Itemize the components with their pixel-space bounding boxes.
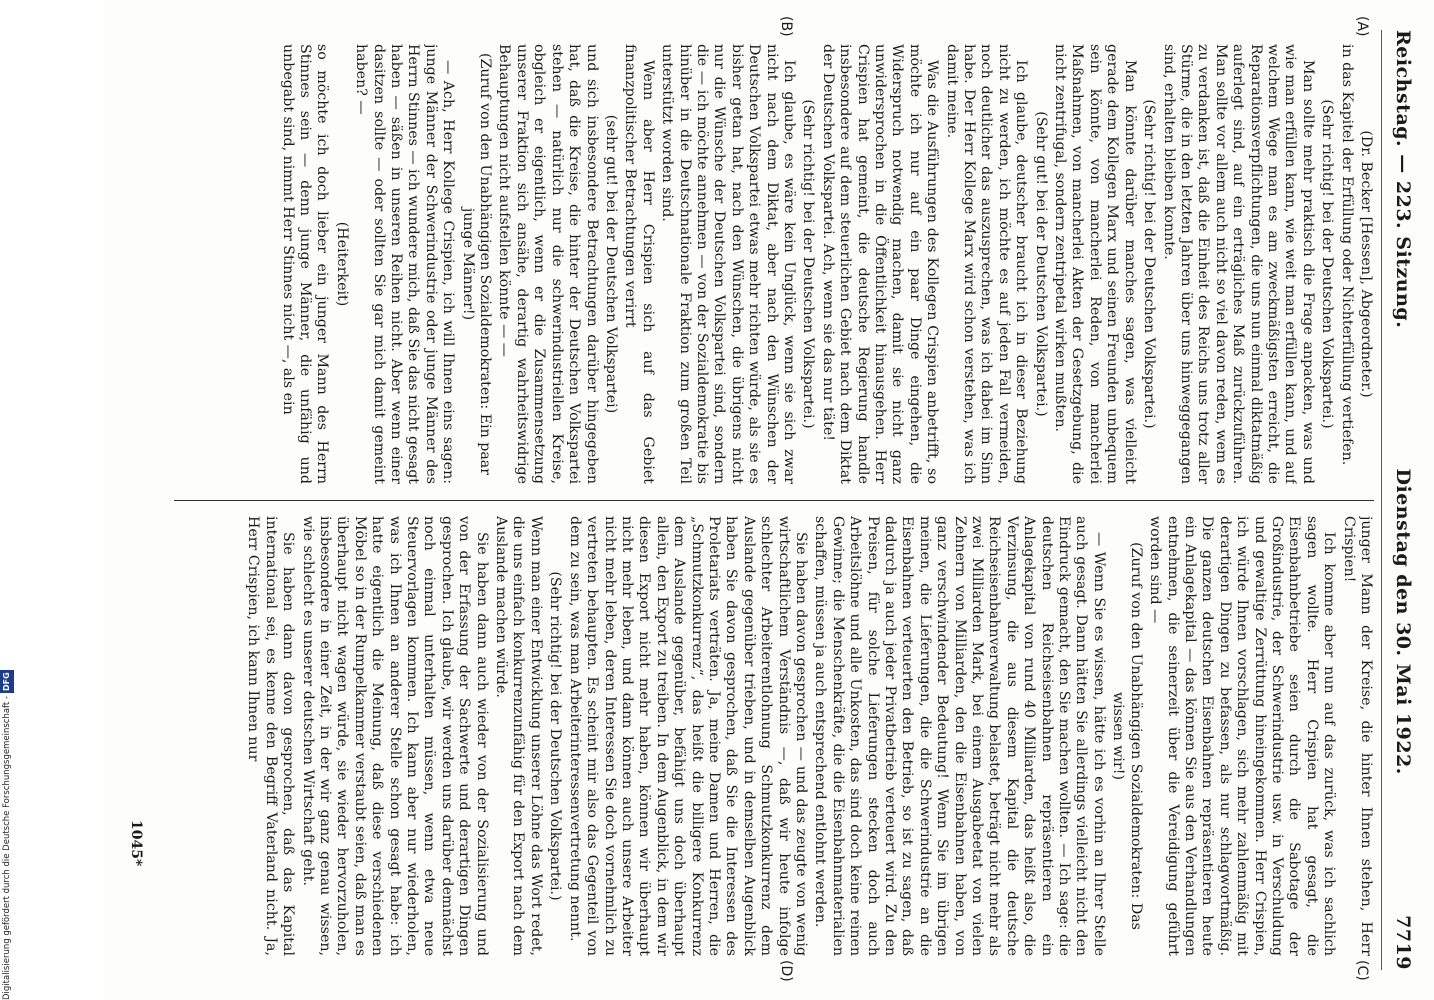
- paragraph: Ich komme aber nun auf das zurück, was ich sachlich sagen wollte. Herr Crispien hat gesagt, die Eisenbahnbetriebe seien durch die Sabotage der Großindustrie, der Schwerindustrie usw. in Verschuldung und gewaltige Zerrüttung hineingekommen. Herr Crispien, ich würde Ihnen vorschlagen, sich mehr zahlenmäßig mit derartigen Dingen zu befassen, als nur schlagwortmäßig. Die ganzen deutschen Eisenbahnen repräsentieren heute ein Anlagekapital — das können Sie aus den Verhandlungen entnehmen, die seinerzeit über die Vereidigung geführt worden sind —: [1147, 516, 1338, 956]
- header-left: Reichstag. — 223. Sitzung.: [1392, 30, 1414, 329]
- header-rule: [1381, 30, 1382, 970]
- paragraph: junger Mann der Kreise, die hinter Ihnen stehen, Herr Crispien!: [1340, 516, 1374, 956]
- paragraph: Wenn aber Herr Crispien sich auf das Gebiet finanzpolitischer Betrachtungen verirrt: [622, 44, 656, 484]
- page-header: [1386, 30, 1420, 970]
- speaker-line: (Dr. Becker [Hessen], Abgeordneter.): [1358, 130, 1374, 398]
- paragraph: — Wenn Sie es wissen, hätte ich es vorhin an Ihrer Stelle auch gesagt. Dann hätten Sie allerdings vielleicht nicht den Eindruck gemacht, den Sie machen wollten. — Ich sage: die deutschen Reichseisenbahnen repräsentieren ein Anlagekapital von rund 40 Milliarden, das heißt also, die Verzinsung, die aus diesem Kapital die deutsche Reichseisenbahnverwaltung belastet, beträgt nicht mehr als zwei Milliarden Mark, bei einem Ausgabeetat von vielen Zehnern von Milliarden, den die Eisenbahnen haben, von ganz verschwindender Bedeutung! Wenn Sie im übrigen meinen, die Lieferungen, die die Schwerindustrie an die Eisenbahnen verteuerten den Betrieb, so ist zu sagen, daß dadurch ja auch jeder Privatbetrieb verteuert wird. Zu den Preisen, für solche Lieferungen stecken doch auch Arbeitslöhne und alle Unkosten, das sind doch keine reinen Gewinne; die Menschenkräfte, die die Eisenbahnmaterialien schaffen, müssen ja auch entsprechend entlohnt werden.: [812, 516, 1107, 956]
- interjection: (Sehr richtig! bei der Deutschen Volkspartei.): [1319, 99, 1336, 429]
- left-column: [164, 44, 1374, 484]
- right-column: [164, 516, 1374, 956]
- paragraph: Wenn man einer Entwicklung unserer Löhne das Wort redet, die uns einfach konkurrenzunfähig für den Export nach dem Auslande machen würde.: [493, 516, 544, 956]
- margin-marker-d: (D): [778, 960, 794, 982]
- paragraph: Sie haben dann davon gesprochen, daß das Kapital international sei, es kenne den Begriff Vaterland nicht. Ja, Herr Crispien, ich kann Ihnen nur: [245, 516, 297, 956]
- paragraph: Man sollte mehr praktisch die Frage anpacken, was und wie man erfüllen kann, wie weit man erfüllen kann, und auf welchem Wege man es am zweckmäßigsten erreicht, die Reparationsverpflichtungen, die uns nun einmal diktatmäßig auferlegt sind, auf ein erträgliches Maß zurückzuführen. Man sollte vor allem auch nicht so viel davon reden, wem es zu verdanken ist, daß die Einheit des Reichs uns trotz aller Stürme, die in den letzten Jahren über uns hinweggegangen sind, erhalten bleiben konnte.: [1160, 44, 1316, 484]
- interjection: (Sehr gut! bei der Deutschen Volkspartei.): [1032, 111, 1049, 417]
- document-page: [104, 0, 1434, 1000]
- column-divider: [174, 500, 1374, 501]
- paragraph: Ich glaube, deutscher braucht ich in dieser Beziehung nicht zu werden, ich möchte es auf jeden Fall vermeiden, noch deutlicher das auszusprechen, was ich dabei im Sinn habe. Der Herr Kollege Marx wird schon verstehen, was ich damit meine.: [943, 44, 1030, 484]
- page-signature: 1045*: [128, 820, 144, 867]
- paragraph: Was die Ausführungen des Kollegen Crispien anbetrifft, so möchte ich nur auf ein paar Dinge eingehen, die Widerspruch notwendig machen, damit sie nicht ganz unwidersprochen in die Öffentlichkeit hinausgehen. Herr Crispien hat gemeint, die deutsche Regierung handle insbesondere auf dem steuerlichen Gebiet nach dem Diktat der Deutschen Volkspartei. Ach, wenn sie das nur täte!: [819, 44, 941, 484]
- interjection: (Heiterkeit): [333, 221, 350, 307]
- header-page-number: 7719: [1392, 915, 1414, 970]
- margin-marker-a: (A): [1354, 16, 1370, 37]
- interjection: (Sehr richtig! bei der Deutschen Volkspartei.): [1141, 99, 1158, 429]
- interjection: (Zuruf von den Unabhängigen Sozialdemokraten: Das wissen wir!): [1110, 542, 1144, 930]
- dfg-logo: DFG: [0, 670, 14, 693]
- paragraph: und sich insbesondere Betrachtungen darüber hingegeben hat, daß die Kreise, die hinter der Deutschen Volkspartei stehen — natürlich nur die schwerindustriellen Kreise, obgleich er eigentlich, wenn er die Zusammensetzung unserer Fraktion sich ansähe, derartig wahrheitswidrige Behauptungen nicht aufstellen könnte — —: [496, 44, 600, 484]
- paragraph: in das Kapitel der Erfüllung oder Nichterfüllung vertiefen.: [1338, 44, 1355, 466]
- paragraph: Ich glaube, es wäre kein Unglück, wenn sie sich zwar nicht nach dem Diktat, aber nach den Wünschen der Deutschen Volkspartei etwas mehr richten würde, als sie es bisher getan hat, nach den Wünschen, die übrigens nicht nur die Wünsche der Deutschen Volkspartei sind, sondern die — ich möchte annehmen — von der Sozialdemokratie bis hinüber in die Deutschnationale Fraktion zum großen Teil unterstützt worden sind.: [659, 44, 797, 484]
- credit-strip: [0, 0, 20, 1000]
- credit-text: Digitalisierung gefördert durch die Deutsche Forschungsgemeinschaft -: [2, 696, 12, 1000]
- paragraph: Man könnte darüber manches sagen, was vielleicht gerade dem Kollegen Marx und seinen Freunden unbequem sein könnte, von mancherlei Reden, von mancherlei Maßnahmen, von mancherlei Akten der Gesetzgebung, die nicht zentrifugal, sondern zentripetal wirken mußten.: [1052, 44, 1138, 484]
- paragraph: Sie haben davon gesprochen — und das zeugte von wenig wirtschaftlichem Verständnis —, daß wir heute infolge schlechter Arbeiterentlohnung Schmutzkonkurrenz dem Auslande gegenüber trieben, und in demselben Augenblick haben Sie davon gesprochen, daß Sie die Interessen des Proletariats verträten. Ja, meine Damen und Herren, die „Schmutzkonkurrenz“, das heißt die billigere Konkurrenz dem Auslande gegenüber, befähigt uns doch überhaupt allein, den Export zu treiben. In dem Augenblick, in dem wir diesen Export nicht mehr haben, können wir überhaupt nicht mehr leben, und dann können auch unsere Arbeiter nicht mehr leben, deren Interessen Sie doch vornehmlich zu vertreten behaupten. Es scheint mir also das Gegenteil von dem zu sein, was man Arbeiterinteressenvertretung nennt.: [566, 516, 809, 956]
- margin-marker-c: (C): [1354, 960, 1370, 981]
- paragraph: — Ach, Herr Kollege Crispien, ich will Ihnen eins sagen: junge Männer der Schwerindustrie oder junge Männer des Herrn Stinnes — ich wundere mich, daß Sie das nicht gesagt haben — säßen in unseren Reihen nicht. Aber wenn einer dasitzen sollte — oder sollten Sie gar mich damit gemeint haben? —: [353, 44, 457, 484]
- interjection: (Zuruf von den Unabhängigen Sozialdemokraten: Ein paar junge Männer!): [459, 52, 494, 476]
- paragraph: so möchte ich doch lieber ein junger Mann des Herrn Stinnes sein — denn junge Männer, die unfähig und unbegabt sind, nimmt Herr Stinnes nicht —, als ein: [279, 44, 331, 484]
- credit-line: [0, 600, 14, 1000]
- interjection: (Sehr richtig! bei der Deutschen Volkspartei.): [547, 571, 564, 901]
- header-date: Dienstag den 30. Mai 1922.: [1392, 468, 1414, 775]
- interjection: (Sehr richtig! bei der Deutschen Volkspartei.): [800, 99, 817, 429]
- paragraph: Sie haben dann auch wieder von der Sozialisierung und von der Erfassung der Sachwerte und derartigen Dingen gesprochen. Ich glaube, wir werden uns darüber demnächst noch einmal unterhalten müssen, wenn etwa neue Steuervorlagen kommen. Ich kann aber nur wiederholen, was ich Ihnen an anderer Stelle schon gesagt habe: ich hatte eigentlich die Meinung, daß diese verschiedenen Möbel so in der Rumpelkammer verstaubt seien, daß man es überhaupt nicht wagen würde, sie wieder hervorzuholen, insbesondere in einer Zeit, in der wir ganz genau wissen, wie schlecht es unserer deutschen Wirtschaft geht.: [299, 516, 490, 956]
- margin-marker-b: (B): [778, 16, 794, 37]
- interjection: (sehr gut! bei der Deutschen Volkspartei): [602, 114, 619, 414]
